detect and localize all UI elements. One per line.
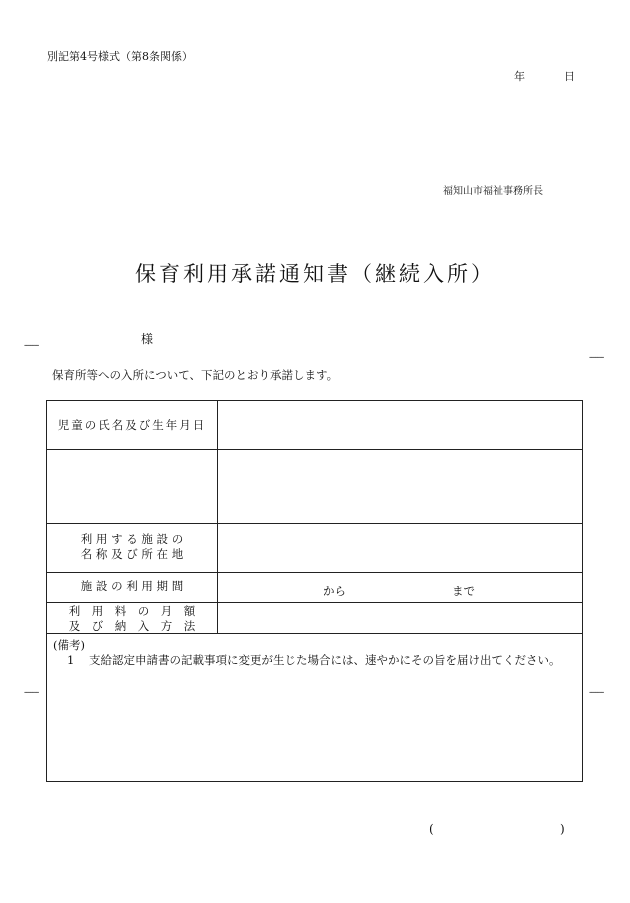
document-title: 保育利用承諾通知書（継続入所） [135,262,495,286]
row-divider [47,449,582,450]
issuer-name: 福知山市福祉事務所長 [443,186,543,197]
monthly-fee-label [47,604,217,634]
remarks-item-text: 支給認定申請書の記載事項に変更が生じた場合には、速やかにその旨を届け出てください。 [89,653,561,667]
fold-mark-left-top: ------- [24,341,39,351]
row-divider [47,602,582,603]
child-name-birthdate-label: 児童の氏名及び生年月日 [57,418,207,432]
row-divider [47,523,582,524]
remarks-item [67,652,561,668]
row-divider [47,572,582,573]
facility-label-line-2: 名 称 及 び 所 在 地 [80,547,184,561]
facility-label-line-1: 利 用 す る 施 設 の [80,532,184,546]
fold-mark-left-bottom: ------- [24,688,39,698]
approval-form-table [46,400,583,782]
remarks-item-number: 1 [67,653,75,667]
usage-period-to: まで [452,584,475,598]
remarks-heading: (備考) [53,638,85,652]
lead-text: 保育所等への入所について、下記のとおり承諾します。 [52,368,339,382]
fold-mark-right-top: ------- [589,353,604,363]
recipient-suffix: 様 [141,332,154,346]
footer-paren-close: ) [560,822,565,836]
usage-period-label: 施 設 の 利 用 期 間 [80,579,184,593]
form-number: 別記第4号様式（第8条関係） [47,50,193,63]
facility-name-address-label [47,532,217,562]
date-day-label: 日 [564,70,575,83]
fee-label-line-2: 及 び 納 入 方 法 [68,619,196,633]
footer-paren-open: ( [429,822,434,836]
fold-mark-right-bottom: ------- [589,688,604,698]
fee-label-line-1: 利 用 料 の 月 額 [68,604,196,618]
column-divider [217,401,218,633]
usage-period-from: から [323,584,346,598]
date-year-label: 年 [514,70,525,83]
